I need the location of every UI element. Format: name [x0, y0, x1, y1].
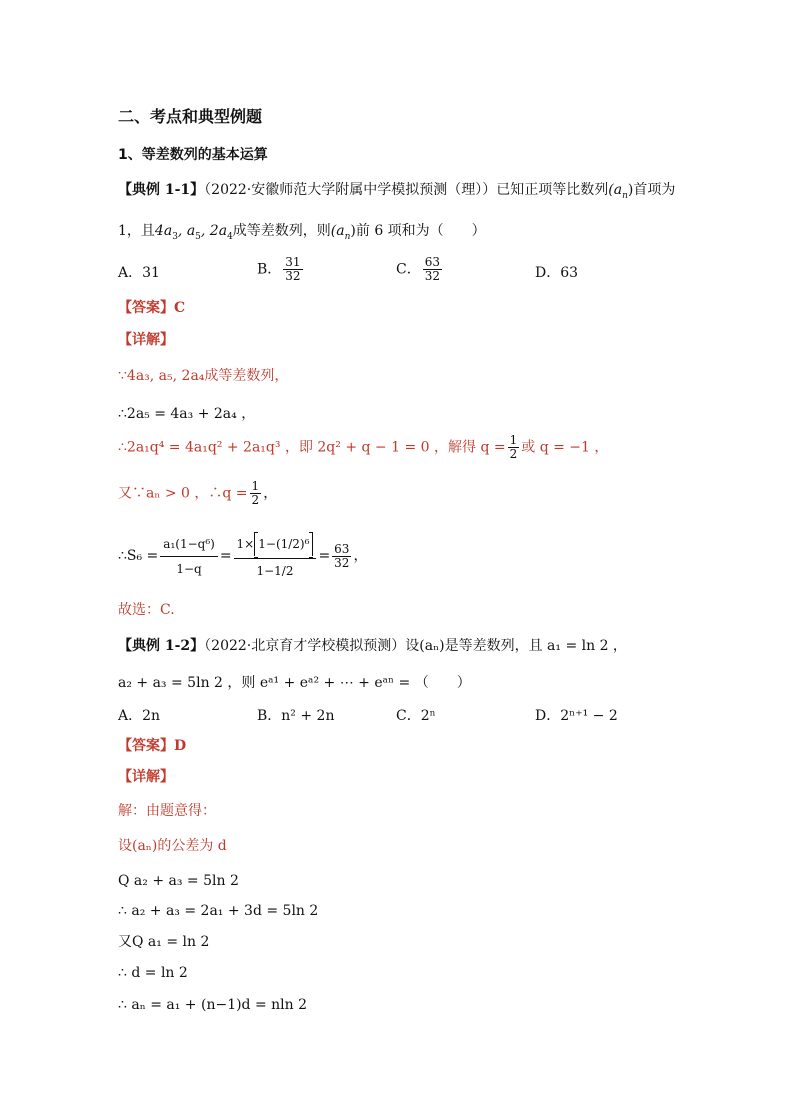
solution-step-5	[118, 520, 367, 592]
sequence-subscript: n	[344, 231, 351, 242]
option-b	[257, 256, 305, 283]
numerator: 1	[509, 433, 518, 447]
stem-text: 已知正项等比数列	[496, 182, 609, 198]
numerator: 63	[334, 541, 350, 556]
term-sub: 3	[172, 231, 178, 242]
numerator: 31	[285, 255, 301, 269]
option-a: A．31	[118, 265, 160, 281]
fraction	[283, 256, 302, 283]
option-label: B．	[257, 261, 282, 278]
option-b: B．n² + 2n	[257, 708, 335, 724]
solution-step-4: ∴ a₂ + a₃ = 2a₁ + 3d = 5ln 2	[118, 903, 319, 919]
bracket-expression: 1−(1/2)⁶	[254, 532, 313, 556]
numerator: 63	[424, 255, 440, 269]
numerator: 1	[251, 479, 260, 493]
subsection-title: 1、等差数列的基本运算	[118, 147, 268, 163]
solution-step-4	[118, 480, 277, 507]
term-sub: 5	[195, 231, 201, 242]
sum-fraction	[160, 534, 218, 579]
example-tag: 【典例 1-1】	[118, 182, 205, 198]
term-sub: 4	[227, 231, 233, 242]
stem-text-2: 首项为	[633, 182, 676, 198]
option-a: A．2n	[118, 708, 161, 724]
denominator: 1−1/2	[256, 563, 294, 578]
detail-label: 【详解】	[118, 769, 174, 785]
solution-step-3: Q a₂ + a₃ = 5ln 2	[118, 873, 239, 889]
answer-label: 【答案】D	[118, 738, 187, 754]
denominator: 32	[424, 269, 440, 283]
fraction	[423, 256, 442, 283]
example-1-2-stem	[118, 636, 627, 656]
denominator: 32	[285, 269, 301, 283]
step-text: 又∵aₙ > 0 ，∴q =	[118, 485, 248, 502]
stem-text-5: 前 6 项和为（ ）	[355, 223, 486, 239]
stem-text: 设(aₙ)是等差数列，且 a₁ = ln 2 ，	[405, 638, 627, 654]
term-4a3: 4a	[154, 223, 173, 239]
solution-step-2: ∴2a₅ = 4a₃ + 2a₄ ，	[118, 406, 256, 422]
option-c: C．2ⁿ	[396, 708, 436, 724]
denominator: 32	[334, 555, 350, 570]
fraction-half	[250, 480, 262, 507]
solution-step-1: 解：由题意得：	[118, 803, 216, 819]
detail-label: 【详解】	[118, 332, 174, 348]
solution-step-6: ∴ d = ln 2	[118, 965, 188, 981]
denominator: 2	[509, 447, 518, 461]
example-tag: 【典例 1-2】	[118, 638, 205, 654]
equals: =	[219, 548, 232, 564]
fraction-half	[508, 434, 520, 461]
stem-text-3: 1，且	[118, 223, 155, 239]
step-text: ，	[353, 548, 368, 564]
step-text: q = −1 ，	[539, 439, 609, 456]
option-d: D．63	[535, 265, 579, 281]
result-fraction	[332, 543, 351, 570]
term-a5: , a	[177, 223, 196, 239]
sequence-close: )	[350, 223, 356, 239]
answer-label: 【答案】C	[118, 300, 186, 316]
example-1-1-line2	[118, 221, 486, 247]
solution-step-3	[118, 434, 608, 461]
solution-step-2: 设(aₙ)的公差为 d	[118, 838, 227, 854]
solution-step-5: 又Q a₁ = ln 2	[118, 934, 210, 950]
option-c	[396, 256, 444, 283]
stem-text-4: 成等差数列，则	[232, 223, 331, 239]
sequence-subscript: n	[622, 190, 628, 201]
example-1-1-stem	[118, 180, 675, 206]
solution-step-1: ∵4a₃, a₅, 2a₄成等差数列，	[118, 368, 289, 384]
numerator	[234, 532, 317, 559]
term-2a4: , 2a	[200, 223, 228, 239]
section-title: 二、考点和典型例题	[118, 107, 263, 126]
denominator: 1−q	[176, 561, 202, 576]
step-text: ∴2a₁q⁴ = 4a₁q² + 2a₁q³ ，即 2q² + q − 1 = 0 ，解得 q =	[118, 439, 506, 456]
sequence-symbol: (a	[330, 223, 345, 239]
sum-fraction-expanded	[234, 532, 317, 581]
denominator: 2	[251, 493, 260, 507]
step-text: 或	[521, 439, 536, 456]
numerator-part: 1×	[236, 536, 255, 551]
numerator: a₁(1−q⁶)	[160, 534, 218, 557]
option-d: D．2ⁿ⁺¹ − 2	[535, 708, 618, 724]
example-source: （2022·北京育才学校模拟预测）	[204, 638, 406, 654]
sequence-symbol: (a	[608, 182, 623, 198]
equals: =	[318, 548, 331, 564]
sequence-close: )	[627, 182, 634, 198]
step-text: ∴S₆ =	[118, 548, 159, 564]
solution-step-7: ∴ aₙ = a₁ + (n−1)d = nln 2	[118, 997, 308, 1013]
example-1-2-line2: a₂ + a₃ = 5ln 2 ，则 eᵃ¹ + eᵃ² + ⋯ + eᵃⁿ = （ ）	[118, 675, 471, 691]
option-label: C．	[396, 261, 421, 278]
step-text: ，	[263, 485, 278, 502]
choose-text: 故选：C.	[118, 602, 175, 618]
example-source: （2022·安徽师范大学附属中学模拟预测（理））	[204, 182, 497, 198]
